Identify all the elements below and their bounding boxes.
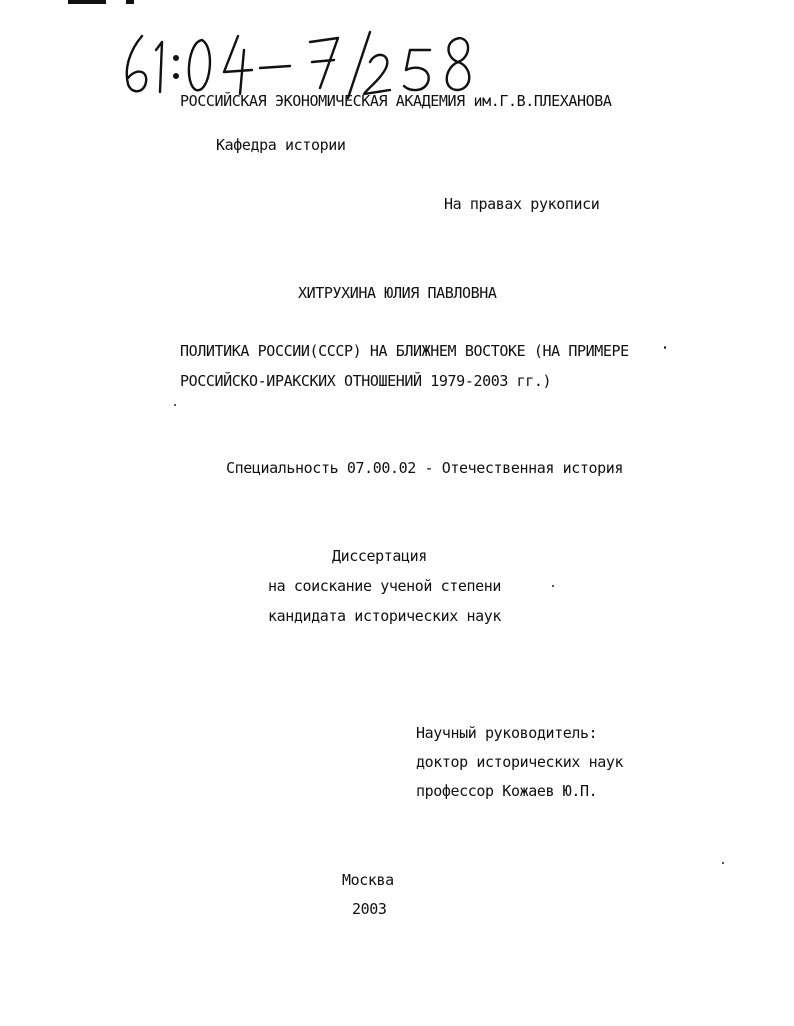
degree-line-3: кандидата исторических наук [268,607,502,625]
author-name: ХИТРУХИНА ЮЛИЯ ПАВЛОВНА [298,284,497,302]
dissertation-title-line-1: ПОЛИТИКА РОССИИ(СССР) НА БЛИЖНЕМ ВОСТОКЕ (НА ПРИМЕРЕ [180,342,629,360]
dissertation-title-line-2: РОССИЙСКО-ИРАКСКИХ ОТНОШЕНИЙ 1979-2003 гг.) [180,372,552,390]
year: 2003 [352,900,387,918]
supervisor-line-2: доктор исторических наук [416,753,624,771]
department-name: Кафедра истории [216,136,346,154]
supervisor-line-1: Научный руководитель: [416,724,598,742]
scan-speck [552,585,554,587]
supervisor-line-3: профессор Кожаев Ю.П. [416,782,598,800]
scan-edge-mark [126,0,134,4]
manuscript-note: На правах рукописи [444,195,600,213]
scan-speck [174,404,176,406]
scan-speck [664,346,666,349]
handwritten-archive-code [120,28,490,100]
degree-line-1: Диссертация [332,547,427,565]
institution-name: РОССИЙСКАЯ ЭКОНОМИЧЕСКАЯ АКАДЕМИЯ им.Г.В.ПЛЕХАНОВА [180,92,612,110]
scan-speck [722,862,724,864]
specialty: Специальность 07.00.02 - Отечественная история [226,459,624,477]
scan-edge-mark [68,0,106,4]
city: Москва [342,871,394,889]
degree-line-2: на соискание ученой степени [268,577,502,595]
